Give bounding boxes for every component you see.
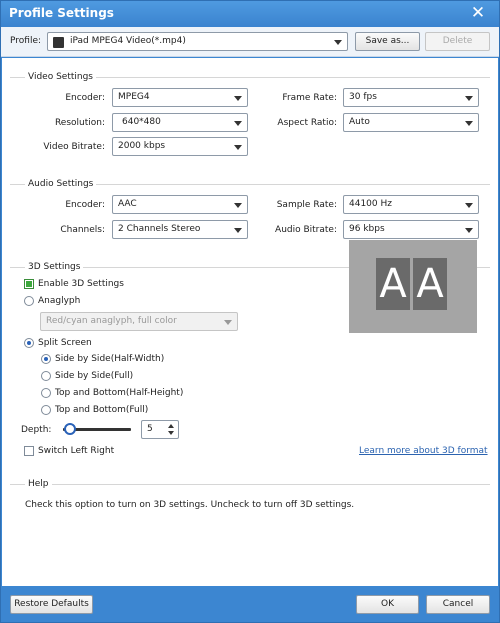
- channels-label: Channels:: [60, 225, 105, 235]
- video-encoder-label: Encoder:: [65, 93, 105, 103]
- help-title: Help: [25, 479, 52, 489]
- 3d-settings-title: 3D Settings: [25, 262, 83, 272]
- restore-defaults-button[interactable]: Restore Defaults: [10, 595, 93, 614]
- cancel-button[interactable]: Cancel: [426, 595, 490, 614]
- resolution-label: Resolution:: [54, 118, 105, 128]
- depth-value: 5: [147, 424, 153, 434]
- close-icon[interactable]: ✕: [470, 3, 486, 23]
- chevron-down-icon: [234, 203, 242, 208]
- audio-bitrate-label: Audio Bitrate:: [275, 225, 337, 235]
- depth-stepper[interactable]: [141, 420, 179, 439]
- frame-rate-value: 30 fps: [349, 92, 377, 102]
- video-bitrate-value: 2000 kbps: [118, 141, 166, 151]
- video-encoder-value: MPEG4: [118, 92, 150, 102]
- profile-select[interactable]: [47, 32, 348, 51]
- aspect-ratio-label: Aspect Ratio:: [277, 118, 337, 128]
- sample-rate-value: 44100 Hz: [349, 199, 392, 209]
- audio-encoder-value: AAC: [118, 199, 137, 209]
- anaglyph-mode-value: Red/cyan anaglyph, full color: [46, 316, 177, 326]
- chevron-down-icon: [465, 96, 473, 101]
- switch-left-right-label: Switch Left Right: [38, 446, 115, 456]
- depth-slider-thumb[interactable]: [64, 423, 76, 435]
- anaglyph-label: Anaglyph: [38, 296, 81, 306]
- anaglyph-mode-select[interactable]: [40, 312, 238, 331]
- ipad-icon: [53, 37, 64, 48]
- preview-left-letter: A: [376, 258, 410, 310]
- chevron-down-icon: [465, 228, 473, 233]
- chevron-down-icon: [234, 145, 242, 150]
- learn-more-3d-link[interactable]: Learn more about 3D format: [359, 446, 488, 456]
- channels-select[interactable]: [112, 220, 248, 239]
- top-bottom-full-label: Top and Bottom(Full): [55, 405, 149, 415]
- channels-value: 2 Channels Stereo: [118, 224, 201, 234]
- top-bottom-full-radio[interactable]: [41, 405, 51, 415]
- chevron-down-icon: [334, 40, 342, 45]
- side-by-side-full-label: Side by Side(Full): [55, 371, 134, 381]
- sample-rate-select[interactable]: [343, 195, 479, 214]
- chevron-down-icon: [234, 121, 242, 126]
- resolution-select[interactable]: [112, 113, 248, 132]
- 3d-preview: [349, 240, 477, 333]
- aspect-ratio-value: Auto: [349, 117, 370, 127]
- stepper-up-icon[interactable]: [168, 424, 174, 428]
- ok-button[interactable]: OK: [356, 595, 419, 614]
- split-screen-radio[interactable]: [24, 338, 34, 348]
- depth-label: Depth:: [21, 425, 52, 435]
- audio-bitrate-select[interactable]: [343, 220, 479, 239]
- aspect-ratio-select[interactable]: [343, 113, 479, 132]
- video-bitrate-select[interactable]: [112, 137, 248, 156]
- bottom-bar: [1, 588, 499, 622]
- enable-3d-checkbox[interactable]: [24, 279, 34, 289]
- top-bottom-half-radio[interactable]: [41, 388, 51, 398]
- video-bitrate-label: Video Bitrate:: [43, 142, 105, 152]
- top-bottom-half-label: Top and Bottom(Half-Height): [55, 388, 184, 398]
- audio-settings-title: Audio Settings: [25, 179, 96, 189]
- window-title: Profile Settings: [9, 6, 114, 20]
- help-text: Check this option to turn on 3D settings. Uncheck to turn off 3D settings.: [25, 500, 355, 510]
- chevron-down-icon: [234, 96, 242, 101]
- delete-button[interactable]: Delete: [425, 32, 490, 51]
- profile-bar: [1, 27, 499, 57]
- chevron-down-icon: [224, 320, 232, 325]
- video-settings-title: Video Settings: [25, 72, 96, 82]
- switch-left-right-checkbox[interactable]: [24, 446, 34, 456]
- save-as-button[interactable]: Save as...: [355, 32, 420, 51]
- audio-encoder-label: Encoder:: [65, 200, 105, 210]
- side-by-side-half-radio[interactable]: [41, 354, 51, 364]
- chevron-down-icon: [465, 203, 473, 208]
- resolution-value: 640*480: [122, 117, 161, 127]
- enable-3d-label: Enable 3D Settings: [38, 279, 124, 289]
- title-bar: [1, 1, 499, 27]
- frame-rate-label: Frame Rate:: [282, 93, 337, 103]
- chevron-down-icon: [465, 121, 473, 126]
- side-by-side-half-label: Side by Side(Half-Width): [55, 354, 165, 364]
- preview-right-letter: A: [413, 258, 447, 310]
- frame-rate-select[interactable]: [343, 88, 479, 107]
- chevron-down-icon: [234, 228, 242, 233]
- anaglyph-radio[interactable]: [24, 296, 34, 306]
- video-encoder-select[interactable]: [112, 88, 248, 107]
- audio-bitrate-value: 96 kbps: [349, 224, 385, 234]
- profile-label: Profile:: [10, 36, 42, 46]
- split-screen-label: Split Screen: [38, 338, 92, 348]
- side-by-side-full-radio[interactable]: [41, 371, 51, 381]
- help-group: [10, 484, 490, 485]
- stepper-down-icon[interactable]: [168, 431, 174, 435]
- sample-rate-label: Sample Rate:: [276, 200, 337, 210]
- audio-encoder-select[interactable]: [112, 195, 248, 214]
- profile-select-value: iPad MPEG4 Video(*.mp4): [70, 36, 186, 46]
